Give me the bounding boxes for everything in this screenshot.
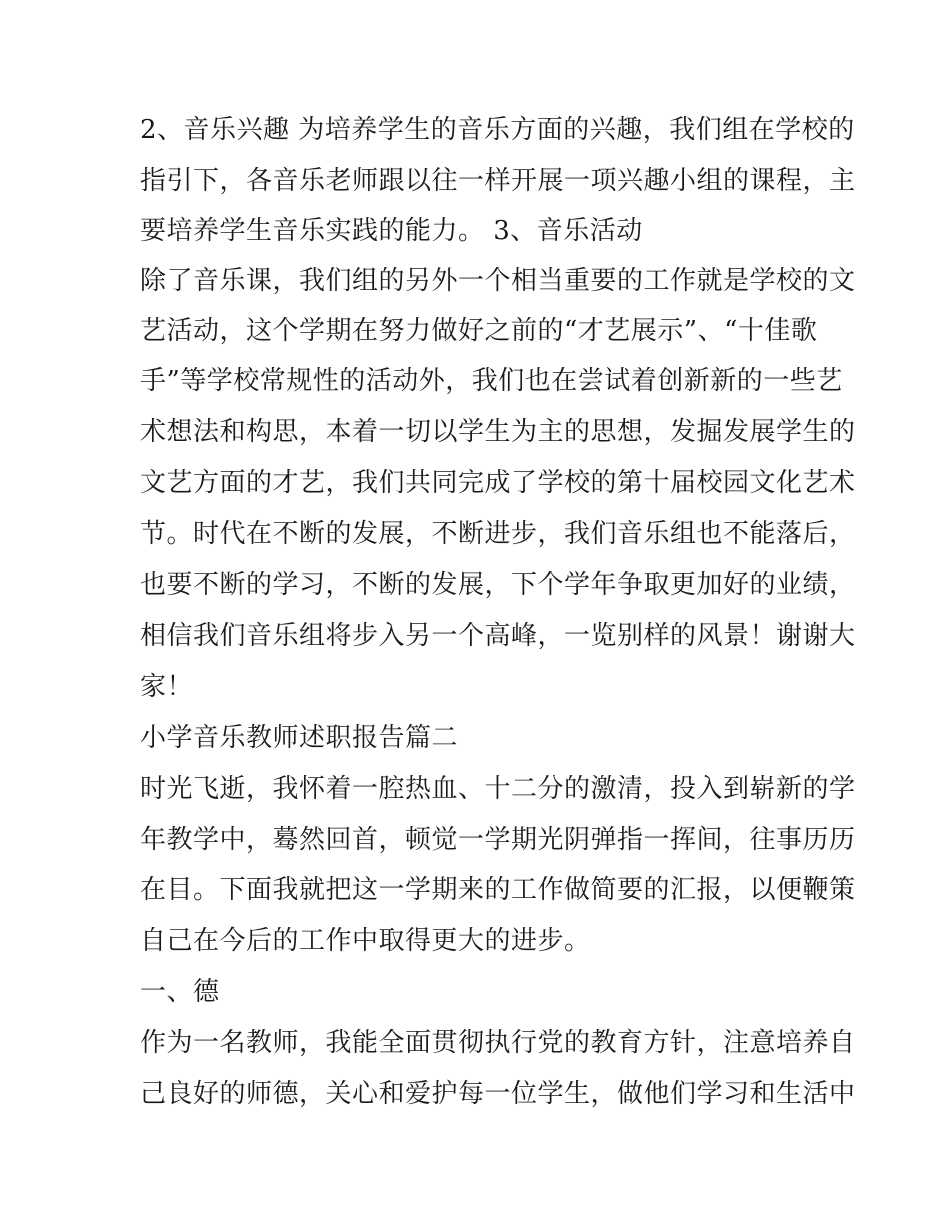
text-line: 手”等学校常规性的活动外，我们也在尝试着创新新的一些艺 xyxy=(140,366,843,396)
text-line: 艺活动，这个学期在努力做好之前的“才艺展示”、“十佳歌 xyxy=(140,316,818,346)
text-line: 家！ xyxy=(140,672,194,702)
section-heading: 小学音乐教师述职报告篇二 xyxy=(140,723,459,753)
text-line: 相信我们音乐组将步入另一个高峰，一览别样的风景！谢谢大 xyxy=(140,621,856,651)
text-line: 时光飞逝，我怀着一腔热血、十二分的激清，投入到崭新的学 xyxy=(140,774,856,804)
text-line: 2、音乐兴趣 为培养学生的音乐方面的兴趣，我们组在学校的 xyxy=(140,115,855,145)
text-line: 术想法和构思，本着一切以学生为主的思想，发掘发展学生的 xyxy=(140,417,856,447)
section-heading: 一、德 xyxy=(140,977,220,1007)
text-line: 节。时代在不断的发展，不断进步，我们音乐组也不能落后， xyxy=(140,519,856,549)
text-line: 文艺方面的才艺，我们共同完成了学校的第十届校园文化艺术 xyxy=(140,468,856,498)
text-line: 作为一名教师，我能全面贯彻执行党的教育方针，注意培养自 xyxy=(140,1028,856,1058)
text-line: 也要不断的学习，不断的发展，下个学年争取更加好的业绩， xyxy=(140,570,856,600)
text-line: 除了音乐课，我们组的另外一个相当重要的工作就是学校的文 xyxy=(140,266,856,296)
text-line: 指引下，各音乐老师跟以往一样开展一项兴趣小组的课程，主 xyxy=(140,166,856,196)
text-line: 年教学中，蓦然回首，顿觉一学期光阴弹指一挥间，往事历历 xyxy=(140,825,856,855)
text-line: 在目。下面我就把这一学期来的工作做简要的汇报，以便鞭策 xyxy=(140,875,856,905)
text-line: 要培养学生音乐实践的能力。 3、音乐活动 xyxy=(140,216,643,246)
text-line: 己良好的师德，关心和爱护每一位学生，做他们学习和生活中 xyxy=(140,1079,856,1109)
text-line: 自己在今后的工作中取得更大的进步。 xyxy=(140,926,591,956)
